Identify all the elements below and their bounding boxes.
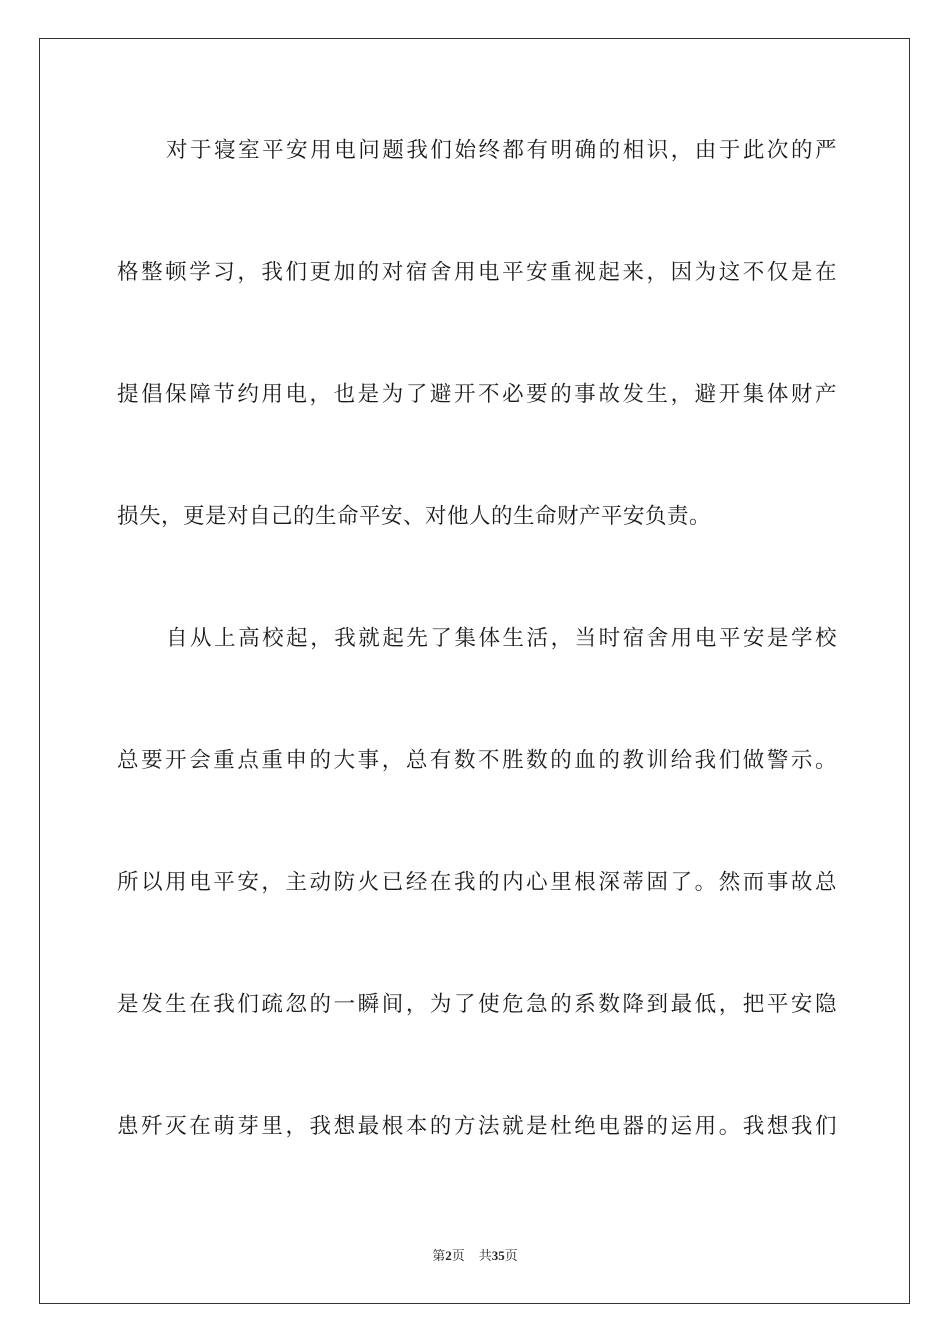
paragraph-2-line-5: 患歼灭在萌芽里，我想最根本的方法就是杜绝电器的运用。我想我们 — [117, 1114, 837, 1139]
page-footer — [0, 1247, 950, 1266]
paragraph-1-line-4: 损失，更是对自己的生命平安、对他人的生命财产平安负责。 — [117, 504, 712, 529]
footer-total-suffix: 页 — [504, 1249, 518, 1264]
paragraph-2-line-2: 总要开会重点重申的大事，总有数不胜数的血的教训给我们做警示。 — [117, 748, 837, 773]
paragraph-2-line-3: 所以用电平安，主动防火已经在我的内心里根深蒂固了。然而事故总 — [117, 870, 837, 895]
paragraph-1-line-3: 提倡保障节约用电，也是为了避开不必要的事故发生，避开集体财产 — [117, 382, 837, 407]
paragraph-2-line-4: 是发生在我们疏忽的一瞬间，为了使危急的系数降到最低，把平安隐 — [117, 992, 837, 1017]
paragraph-1-line-1: 对于寝室平安用电问题我们始终都有明确的相识，由于此次的严 — [166, 138, 837, 163]
footer-page-suffix: 页 — [451, 1249, 465, 1264]
footer-page-prefix: 第 — [432, 1249, 446, 1264]
footer-total-prefix: 共 — [478, 1249, 492, 1264]
footer-page-number: 2 — [445, 1248, 452, 1263]
paragraph-2-line-1: 自从上高校起，我就起先了集体生活，当时宿舍用电平安是学校 — [166, 626, 837, 651]
paragraph-1-line-2: 格整顿学习，我们更加的对宿舍用电平安重视起来，因为这不仅是在 — [117, 260, 837, 285]
footer-total-pages: 35 — [491, 1248, 505, 1263]
